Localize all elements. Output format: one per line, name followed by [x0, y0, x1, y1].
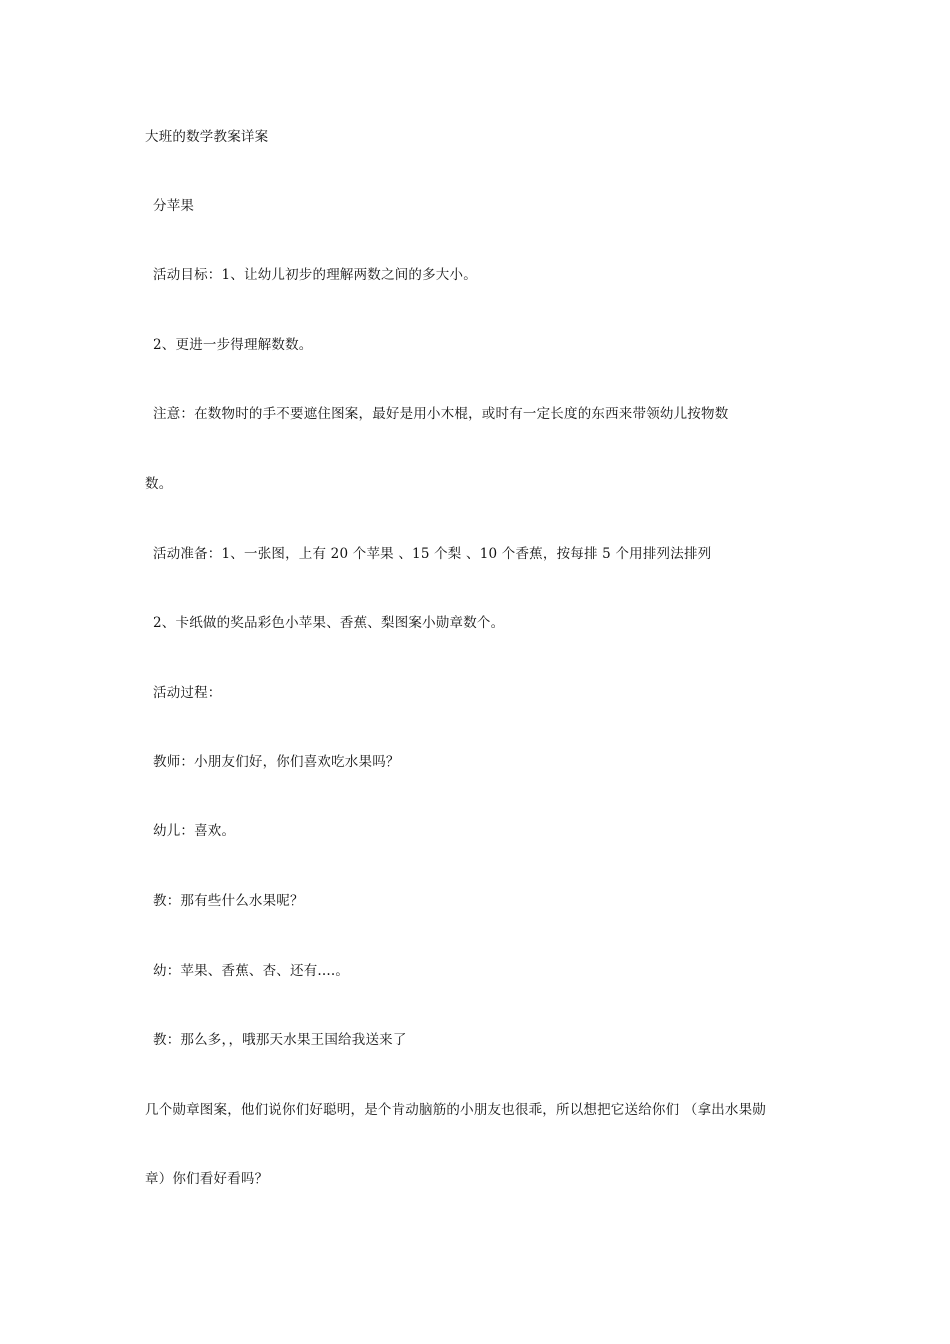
dialogue-line: 教：那有些什么水果呢？ [153, 893, 304, 909]
dialogue-line: 教师：小朋友们好，你们喜欢吃水果吗？ [153, 754, 400, 770]
paragraph-continuation: 数。 [145, 476, 173, 492]
paragraph: 活动目标：1、让幼儿初步的理解两数之间的多大小。 [153, 267, 477, 283]
paragraph: 活动准备：1、一张图，上有 20 个苹果 、15 个梨 、10 个香蕉，按每排 5 个用排列法排列 [153, 546, 712, 562]
dialogue-line: 教：那么多，，哦那天水果王国给我送来了 [153, 1032, 407, 1048]
dialogue-continuation: 几个勋章图案，他们说你们好聪明，是个肯动脑筋的小朋友也很乖，所以想把它送给你们 （拿出水果勋 [145, 1102, 766, 1118]
paragraph: 注意：在数物时的手不要遮住图案，最好是用小木棍，或时有一定长度的东西来带领幼儿按物数 [153, 406, 729, 422]
dialogue-line: 幼：苹果、香蕉、杏、还有....。 [153, 963, 350, 979]
document-title: 大班的数学教案详案 [145, 129, 269, 145]
paragraph: 2、卡纸做的奖品彩色小苹果、香蕉、梨图案小勋章数个。 [153, 615, 505, 631]
dialogue-continuation: 章）你们看好看吗？ [145, 1171, 269, 1187]
paragraph: 2、更进一步得理解数数。 [153, 337, 313, 353]
dialogue-line: 幼儿：喜欢。 [153, 823, 236, 839]
section-heading: 活动过程： [153, 685, 222, 701]
lesson-title: 分苹果 [153, 198, 195, 214]
